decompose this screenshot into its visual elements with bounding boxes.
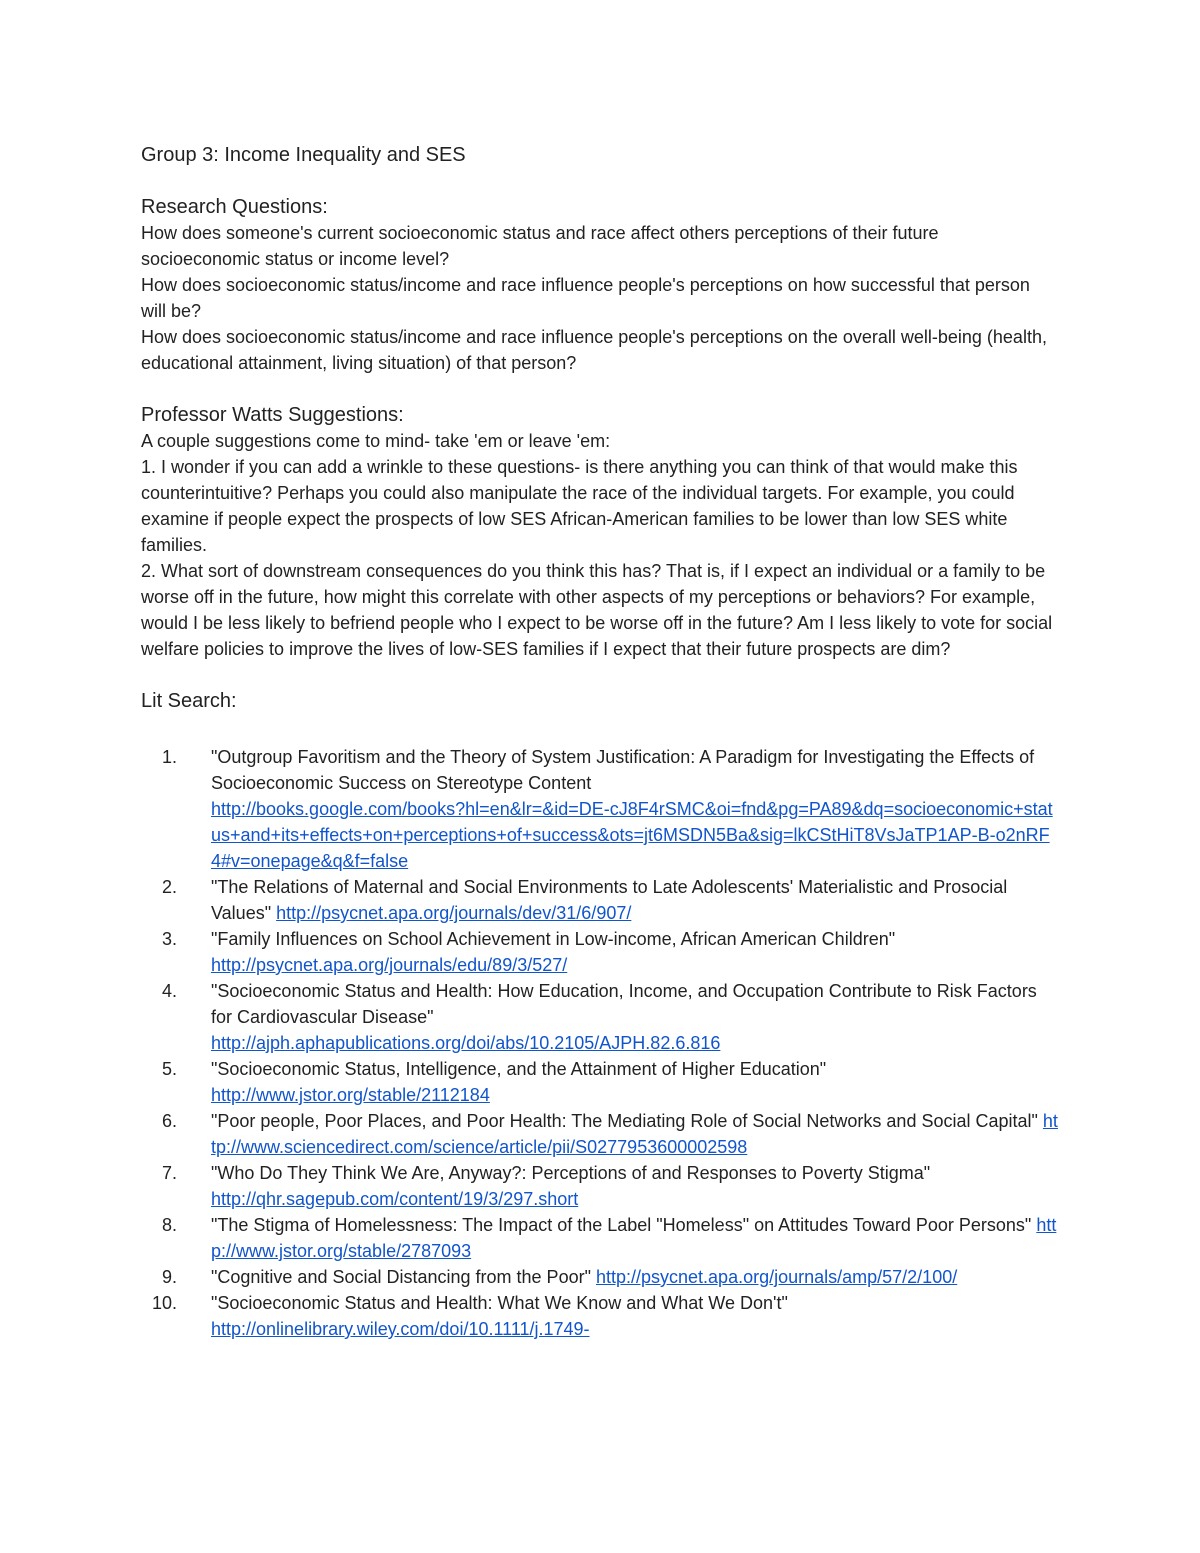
reference-link[interactable]: http://www.jstor.org/stable/2787093 bbox=[211, 1215, 1057, 1261]
list-item bbox=[141, 926, 1059, 978]
reference-title: "Socioeconomic Status and Health: What We Know and What We Don't" bbox=[211, 1293, 788, 1313]
reference-title: "Family Influences on School Achievement in Low-income, African American Children" bbox=[211, 929, 896, 949]
reference-title: "Socioeconomic Status and Health: How Education, Income, and Occupation Contribute to Risk Factors for Cardiovascular Disease" bbox=[211, 981, 1037, 1027]
list-item bbox=[141, 1264, 1059, 1290]
list-number: 1. bbox=[161, 747, 177, 767]
reference-link[interactable]: http://qhr.sagepub.com/content/19/3/297.short bbox=[211, 1189, 579, 1209]
suggestion-item: 1. I wonder if you can add a wrinkle to these questions- is there anything you can think of that would make this counterintuitive? Perhaps you could also manipulate the race of the individual targets. For example, you could examine if people expect the prospects of low SES African-American families to be lower than low SES white families. bbox=[141, 457, 1018, 555]
research-questions-heading: Research Questions: bbox=[141, 196, 328, 218]
list-item bbox=[141, 744, 1059, 874]
list-number: 8. bbox=[161, 1215, 177, 1235]
spacer bbox=[141, 376, 1059, 402]
list-number: 3. bbox=[161, 929, 177, 949]
list-item bbox=[141, 1212, 1059, 1264]
reference-title: "Who Do They Think We Are, Anyway?: Perceptions of and Responses to Poverty Stigma" bbox=[211, 1163, 931, 1183]
list-number: 9. bbox=[161, 1267, 177, 1287]
reference-link[interactable]: http://psycnet.apa.org/journals/amp/57/2/100/ bbox=[595, 1267, 958, 1287]
list-number: 2. bbox=[161, 877, 177, 897]
list-item bbox=[141, 1056, 1059, 1108]
reference-link[interactable]: http://ajph.aphapublications.org/doi/abs/10.2105/AJPH.82.6.816 bbox=[211, 1033, 721, 1053]
reference-title: "Outgroup Favoritism and the Theory of System Justification: A Paradigm for Investigating the Effects of Socioeconomic Success on Stereotype Content bbox=[211, 747, 1035, 793]
suggestion-item: 2. What sort of downstream consequences do you think this has? That is, if I expect an individual or a family to be worse off in the future, how might this correlate with other aspects of my perceptions or behaviors? For example, would I be less likely to befriend people who I expect to be worse off in the future? Am I less likely to vote for social welfare policies to improve the lives of low-SES families if I expect that their future prospects are dim? bbox=[141, 561, 1053, 659]
list-item bbox=[141, 874, 1059, 926]
suggestions-heading: Professor Watts Suggestions: bbox=[141, 404, 404, 426]
list-number: 4. bbox=[161, 981, 177, 1001]
spacer bbox=[141, 714, 1059, 744]
research-question: How does socioeconomic status/income and race influence people's perceptions on how successful that person will be? bbox=[141, 275, 1030, 321]
list-item bbox=[141, 978, 1059, 1056]
research-question: How does someone's current socioeconomic status and race affect others perceptions of their future socioeconomic status or income level? bbox=[141, 223, 939, 269]
lit-search-list bbox=[141, 744, 1059, 1342]
list-item bbox=[141, 1290, 1059, 1342]
document-title: Group 3: Income Inequality and SES bbox=[141, 144, 466, 166]
reference-title: "Poor people, Poor Places, and Poor Health: The Mediating Role of Social Networks and Social Capital" bbox=[211, 1111, 1038, 1131]
reference-title: "The Relations of Maternal and Social Environments to Late Adolescents' Materialistic and Prosocial Values" bbox=[211, 877, 1008, 923]
list-number: 6. bbox=[161, 1111, 177, 1131]
reference-title: "The Stigma of Homelessness: The Impact of the Label "Homeless" on Attitudes Toward Poor Persons" bbox=[211, 1215, 1032, 1235]
reference-title: "Cognitive and Social Distancing from the Poor" bbox=[211, 1267, 591, 1287]
list-item bbox=[141, 1108, 1059, 1160]
reference-link[interactable]: http://psycnet.apa.org/journals/edu/89/3/527/ bbox=[211, 955, 568, 975]
document-page bbox=[141, 142, 1059, 1342]
suggestions-intro: A couple suggestions come to mind- take 'em or leave 'em: bbox=[141, 431, 611, 451]
reference-link[interactable]: http://psycnet.apa.org/journals/dev/31/6/907/ bbox=[276, 903, 632, 923]
reference-title: "Socioeconomic Status, Intelligence, and the Attainment of Higher Education" bbox=[211, 1059, 827, 1079]
list-number: 5. bbox=[161, 1059, 177, 1079]
reference-link[interactable]: http://onlinelibrary.wiley.com/doi/10.1111/j.1749- bbox=[211, 1319, 590, 1339]
spacer bbox=[141, 662, 1059, 688]
reference-link[interactable]: http://www.sciencedirect.com/science/article/pii/S0277953600002598 bbox=[211, 1111, 1058, 1157]
list-number: 10. bbox=[151, 1293, 177, 1313]
lit-search-heading: Lit Search: bbox=[141, 690, 237, 712]
list-item bbox=[141, 1160, 1059, 1212]
reference-link[interactable]: http://www.jstor.org/stable/2112184 bbox=[211, 1085, 490, 1105]
research-question: How does socioeconomic status/income and race influence people's perceptions on the overall well-being (health, educational attainment, living situation) of that person? bbox=[141, 327, 1047, 373]
reference-link[interactable]: http://books.google.com/books?hl=en&lr=&id=DE-cJ8F4rSMC&oi=fnd&pg=PA89&dq=socioeconomic+status+and+its+effects+on+perceptions+of+success&ots=jt6MSDN5Ba&sig=lkCStHiT8VsJaTP1AP-B-o2nRF4#v=onepage&q&f=false bbox=[211, 799, 1053, 871]
list-number: 7. bbox=[161, 1163, 177, 1183]
